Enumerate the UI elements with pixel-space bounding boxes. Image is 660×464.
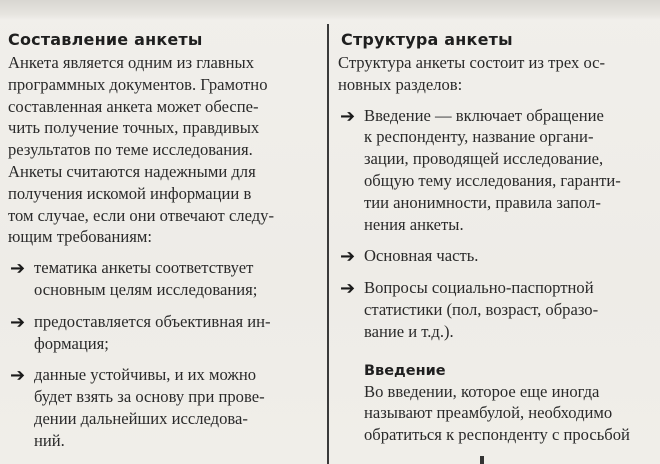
text-line: предоставляется объективная ин- — [34, 311, 271, 331]
list-item — [8, 257, 320, 301]
text-line: Основная часть. — [364, 246, 479, 266]
arrow-right-icon: ➔ — [340, 105, 356, 127]
text-line: новных разделов: — [338, 74, 463, 94]
arrow-right-icon: ➔ — [340, 278, 356, 300]
text-line: обратиться к респонденту с просьбой — [364, 425, 630, 445]
arrow-right-icon: ➔ — [10, 365, 26, 387]
text-line: тии анонимности, правила запол- — [364, 192, 601, 212]
arrow-right-icon: ➔ — [10, 311, 26, 333]
right-bullet-list — [338, 105, 654, 343]
text-line: тематика анкеты соответствует — [34, 258, 254, 278]
text-line: основным целям исследования; — [34, 279, 258, 299]
text-line: том случае, если они отвечают следу- — [8, 205, 275, 225]
text-line: дении дальнейших исследова- — [34, 408, 248, 428]
text-line: статистики (пол, возраст, образо- — [364, 299, 599, 319]
list-item — [338, 245, 654, 267]
text-line: Структура анкеты состоит из трех ос- — [338, 53, 606, 72]
text-line: вание и т.д.). — [364, 321, 454, 341]
section-heading-right: Структура анкеты — [341, 30, 513, 49]
section-heading-left: Составление анкеты — [8, 30, 203, 49]
arrow-right-icon: ➔ — [10, 258, 26, 280]
text-line: будет взять за основу при прове- — [34, 387, 265, 407]
text-line: нения анкеты. — [364, 214, 464, 234]
text-line: Введение — включает обращение — [364, 105, 604, 125]
left-column — [8, 28, 320, 462]
left-paragraph — [8, 52, 320, 248]
text-line: получения искомой информации в — [8, 183, 252, 203]
text-line: формация; — [34, 333, 109, 353]
scan-top-edge — [0, 0, 660, 20]
text-line: ний. — [34, 430, 65, 450]
text-line: Анкеты считаются надежными для — [8, 161, 256, 181]
text-line: Вопросы социально-паспортной — [364, 278, 594, 298]
left-bullet-list — [8, 257, 320, 451]
text-line: программных документов. Грамотно — [8, 74, 268, 94]
intro-paragraph — [364, 381, 654, 446]
text-line: зации, проводящей исследование, — [364, 149, 604, 169]
right-column — [338, 28, 654, 446]
text-line: Анкета является одним из главных — [8, 53, 254, 72]
list-item — [8, 311, 320, 355]
text-line: к респонденту, название органи- — [364, 127, 594, 147]
text-line: ющим требованиям: — [8, 227, 153, 247]
text-line: чить получение точных, правдивых — [8, 118, 260, 138]
column-divider — [327, 24, 329, 464]
list-item — [338, 105, 654, 236]
right-paragraph — [338, 52, 654, 96]
text-line: составленная анкета может обеспе- — [8, 96, 259, 116]
list-item — [338, 277, 654, 342]
subheading-introduction: Введение — [364, 362, 446, 379]
text-line: данные устойчивы, и их можно — [34, 365, 256, 385]
text-line: результатов по теме исследования. — [8, 140, 253, 160]
text-line: называют преамбулой, необходимо — [364, 403, 613, 423]
page-mark — [480, 456, 484, 464]
list-item — [8, 364, 320, 451]
arrow-right-icon: ➔ — [340, 246, 356, 268]
text-line: Во введении, которое еще иногда — [364, 381, 600, 401]
text-line: общую тему исследования, гаранти- — [364, 170, 621, 190]
